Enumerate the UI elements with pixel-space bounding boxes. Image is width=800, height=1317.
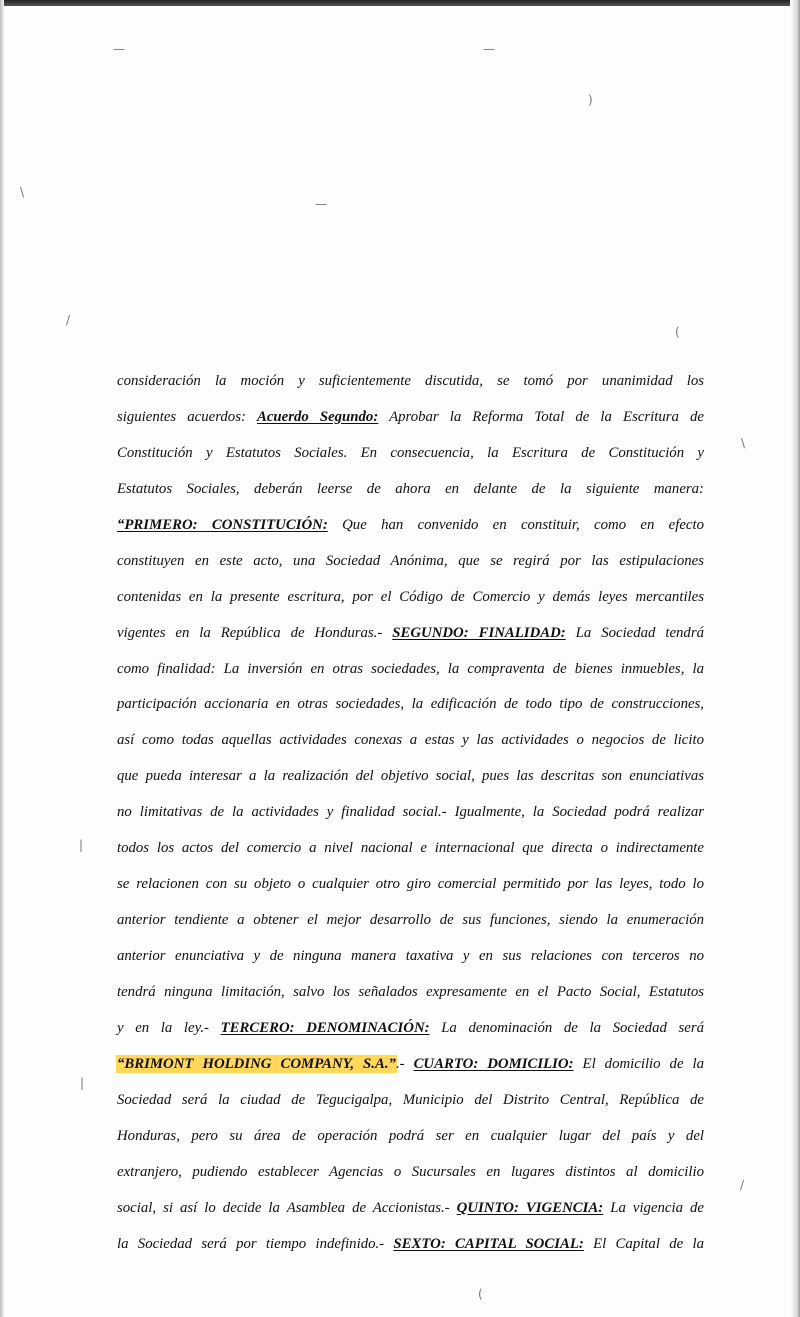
line-text: todos los actos del comercio a nivel nacional e internacional que directa o indirectamente <box>117 840 704 857</box>
text-line <box>117 903 704 939</box>
text-line <box>117 939 704 975</box>
text-line <box>117 1227 704 1263</box>
line-text: La vigencia de <box>603 1199 704 1216</box>
scan-speck: ( <box>478 1287 483 1301</box>
scan-speck: | <box>80 1076 85 1090</box>
text-line <box>117 1047 704 1083</box>
line-text: Honduras, pero su área de operación podrá ser en cualquier lugar del país y del <box>117 1127 704 1144</box>
text-line <box>117 652 704 688</box>
scan-left-edge <box>0 0 4 1317</box>
line-text: y en la ley.- <box>117 1019 221 1036</box>
text-line <box>117 723 704 759</box>
line-text: la Sociedad será por tiempo indefinido.- <box>117 1235 394 1252</box>
line-text: Que han convenido en constituir, como en efecto <box>327 516 704 533</box>
scan-speck: / <box>740 1178 745 1192</box>
text-line <box>117 975 704 1011</box>
text-line <box>117 544 704 580</box>
company-name-highlight: “BRIMONT HOLDING COMPANY, S.A.” <box>117 1055 396 1072</box>
line-text: .- <box>395 1055 414 1072</box>
scan-speck: / <box>66 313 71 327</box>
text-line <box>117 364 704 400</box>
line-text: que pueda interesar a la realización del objetivo social, pues las descritas son enunciativas <box>117 768 704 785</box>
text-line <box>117 1155 704 1191</box>
text-line <box>117 1083 704 1119</box>
scan-speck: | <box>79 838 84 852</box>
text-line <box>117 580 704 616</box>
scan-speck: \ <box>741 436 746 450</box>
line-text: Aprobar la Reforma Total de la Escritura de <box>378 408 704 425</box>
line-text: siguientes acuerdos: <box>117 408 257 425</box>
text-line <box>117 831 704 867</box>
scan-speck: — <box>483 42 495 56</box>
text-line <box>117 759 704 795</box>
heading-cuarto-domicilio: CUARTO: DOMICILIO: <box>413 1055 574 1072</box>
line-text: Estatutos Sociales, deberán leerse de ahora en delante de la siguiente manera: <box>117 480 704 497</box>
line-text: extranjero, pudiendo establecer Agencias o Sucursales en lugares distintos al domicilio <box>117 1163 704 1180</box>
document-body <box>117 364 704 1262</box>
line-text: no limitativas de la actividades y finalidad social.- Igualmente, la Sociedad podrá realizar <box>117 804 704 821</box>
line-text: La Sociedad tendrá <box>565 624 704 641</box>
heading-sexto-capital-social: SEXTO: CAPITAL SOCIAL: <box>393 1235 584 1252</box>
text-line <box>117 400 704 436</box>
text-line <box>117 1191 704 1227</box>
line-text: social, si así lo decide la Asamblea de Accionistas.- <box>117 1199 457 1216</box>
line-text: Constitución y Estatutos Sociales. En consecuencia, la Escritura de Constitución y <box>117 444 704 461</box>
line-text: La denominación de la Sociedad será <box>429 1019 704 1036</box>
scan-speck: — <box>113 42 125 56</box>
line-text: anterior enunciativa y de ninguna manera taxativa y en sus relaciones con terceros no <box>117 948 704 964</box>
text-line <box>117 1011 704 1047</box>
text-line <box>117 436 704 472</box>
heading-primero-constitucion: “PRIMERO: CONSTITUCIÓN: <box>117 516 328 533</box>
line-text: se relacionen con su objeto o cualquier otro giro comercial permitido por las leyes, todo lo <box>117 876 704 893</box>
line-text: como finalidad: La inversión en otras sociedades, la compraventa de bienes inmuebles, la <box>117 660 704 677</box>
text-line <box>117 795 704 831</box>
heading-tercero-denominacion: TERCERO: DENOMINACIÓN: <box>220 1019 430 1036</box>
line-text: El Capital de la <box>583 1235 704 1252</box>
line-text: consideración la moción y suficientemente discutida, se tomó por unanimidad los <box>117 373 704 389</box>
line-text: anterior tendiente a obtener el mejor desarrollo de sus funciones, siendo la enumeración <box>117 912 704 929</box>
heading-quinto-vigencia: QUINTO: VIGENCIA: <box>456 1199 604 1216</box>
scan-speck: \ <box>20 185 25 199</box>
heading-acuerdo-segundo: Acuerdo Segundo: <box>256 408 379 425</box>
text-line <box>117 867 704 903</box>
text-line <box>117 508 704 544</box>
scan-speck: ( <box>675 325 680 339</box>
line-text: constituyen en este acto, una Sociedad Anónima, que se regirá por las estipulaciones <box>117 552 704 569</box>
line-text: Sociedad será la ciudad de Tegucigalpa, Municipio del Distrito Central, República de <box>117 1091 704 1108</box>
text-line <box>117 687 704 723</box>
heading-segundo-finalidad: SEGUNDO: FINALIDAD: <box>392 624 566 641</box>
text-line <box>117 1119 704 1155</box>
scan-right-edge <box>790 0 800 1317</box>
text-line <box>117 616 704 652</box>
scan-top-edge <box>0 0 800 6</box>
scan-speck: ) <box>588 93 593 107</box>
line-text: tendrá ninguna limitación, salvo los señalados expresamente en el Pacto Social, Estatutos <box>117 983 704 1000</box>
line-text: participación accionaria en otras sociedades, la edificación de todo tipo de construcciones, <box>117 696 704 713</box>
line-text: contenidas en la presente escritura, por el Código de Comercio y demás leyes mercantiles <box>117 588 704 605</box>
scan-speck: — <box>315 197 327 211</box>
line-text: El domicilio de la <box>573 1055 705 1072</box>
line-text: así como todas aquellas actividades conexas a estas y las actividades o negocios de licito <box>117 732 704 749</box>
line-text: vigentes en la República de Honduras.- <box>117 624 393 641</box>
text-line <box>117 472 704 508</box>
